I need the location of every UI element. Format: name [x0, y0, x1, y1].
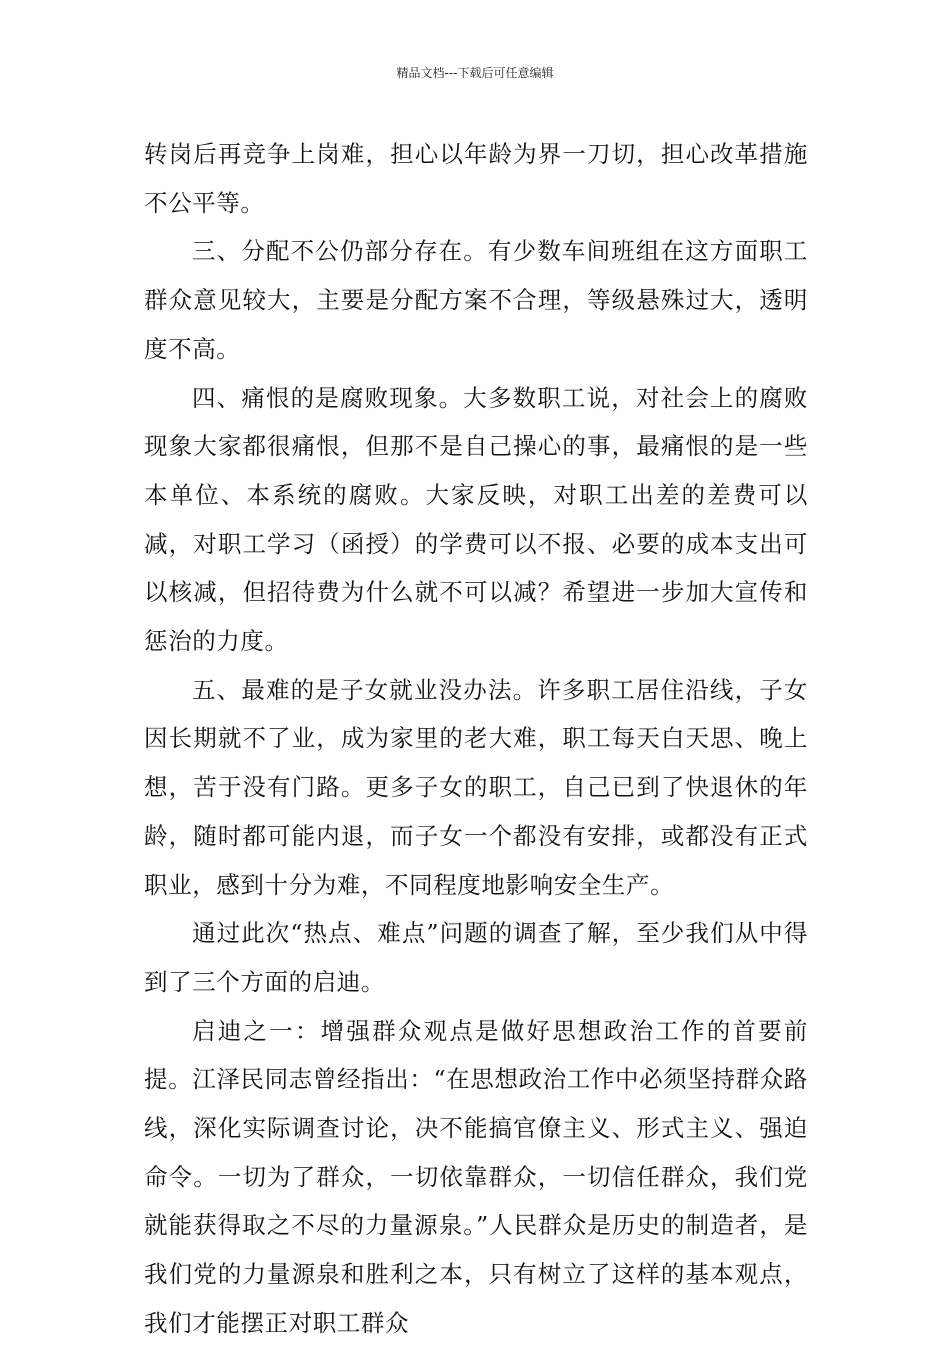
paragraph-section-four: 四、痛恨的是腐败现象。大多数职工说，对社会上的腐败现象大家都很痛恨，但那不是自己操心的事，最痛恨的是一些本单位、本系统的腐败。大家反映，对职工出差的差费可以减，对职工学习（函授）的学费可以不报、必要的成本支出可以核减，但招待费为什么就不可以减？希望进一步加大宣传和惩治的力度。: [144, 383, 808, 656]
document-body: [144, 130, 808, 1348]
page-header: 精品文档---下载后可任意编辑: [396, 66, 554, 80]
paragraph-section-five: 五、最难的是子女就业没办法。许多职工居住沿线，子女因长期就不了业，成为家里的老大难，职工每天白天思、晚上想，苦于没有门路。更多子女的职工，自己已到了快退休的年龄，随时都可能内退，而子女一个都没有安排，或都没有正式职业，感到十分为难，不同程度地影响安全生产。: [144, 675, 808, 899]
paragraph-insight-one: 启迪之一：增强群众观点是做好思想政治工作的首要前提。江泽民同志曾经指出：“在思想政治工作中必须坚持群众路线，深化实际调查讨论，决不能搞官僚主义、形式主义、强迫命令。一切为了群众，一切依靠群众，一切信任群众，我们党就能获得取之不尽的力量源泉。”人民群众是历史的制造者，是我们党的力量源泉和胜利之本，只有树立了这样的基本观点，我们才能摆正对职工群众: [144, 1016, 808, 1337]
paragraph-continuation: 转岗后再竞争上岗难，担心以年龄为界一刀切，担心改革措施不公平等。: [144, 140, 808, 217]
paragraph-section-three: 三、分配不公仍部分存在。有少数车间班组在这方面职工群众意见较大，主要是分配方案不合理，等级悬殊过大，透明度不高。: [144, 237, 808, 363]
paragraph-survey-summary: 通过此次“热点、难点”问题的调查了解，至少我们从中得到了三个方面的启迪。: [144, 919, 808, 996]
